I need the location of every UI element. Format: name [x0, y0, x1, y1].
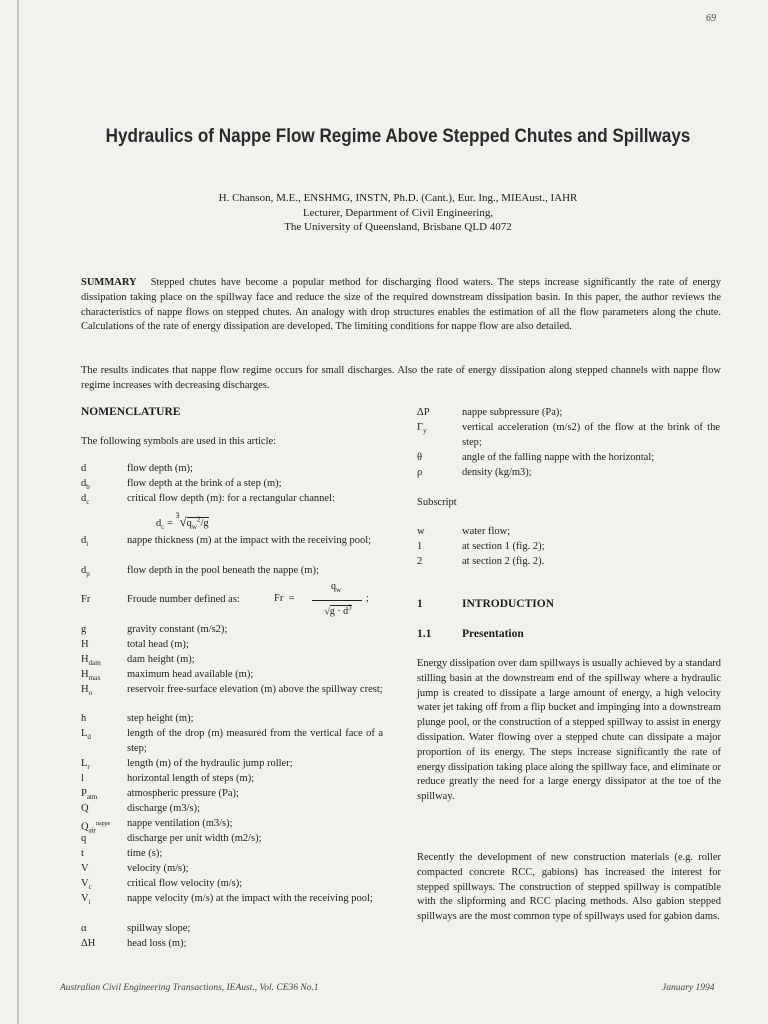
- intro-paragraph-2: Recently the development of new construction materials (e.g. roller compacted concrete RCC, gabions) has increased the interest for stepped spillways. The construction of stepped spillway is compatible with the slipforming and RCC placing methods. Also gabion stepped spillways are the most common type of spillways used for gabion dams.: [417, 852, 721, 923]
- journal-footer: Australian Civil Engineering Transactions, IEAust., Vol. CE36 No.1: [60, 983, 319, 993]
- summary-text: Stepped chutes have become a popular method for discharging flood waters. The steps increase significantly the rate of energy dissipation taking place on the spillway face and reduce the size of the required downstream dissipation basin. In this paper, the author reviews the characteristics of nappe flows on stepped chutes. An analogy with drop structures enables the estimation of all the flow parameters along the chute. Calculations of the rate of energy dissipation are developed. The limiting conditions for nappe flow are also detailed.: [81, 277, 721, 333]
- author-block: [60, 191, 736, 235]
- subsection-heading: Presentation: [462, 628, 524, 640]
- summary-label: SUMMARY: [81, 277, 137, 288]
- nomenclature-heading: NOMENCLATURE: [81, 406, 181, 418]
- froude-equation-lhs: Fr =: [274, 593, 295, 604]
- paper-page: 69 Hydraulics of Nappe Flow Regime Above Stepped Chutes and Spillways H. Chanson, M.E., ENSHMG, INSTN, Ph.D. (Cant.), Eur. Ing., MIEAust., IAHR Lecturer, Department of Civil Engineering, The University of Queensland, Brisbane QLD 4072 SUMMARY Stepped chutes have become a popular method for discharging flood waters. The steps increase significantly the rate of energy dissipation taking place on the spillway face and reduce the size of the required downstream dissipation basin. In this paper, the author reviews the characteristics of nappe flows on stepped chutes. An analogy with drop structures enables the estimation of all the flow parameters along the chute. Calculations of the rate of energy dissipation are developed. The limiting conditions for nappe flow are also detailed. The results indicates that nappe flow regime occurs for small discharges. Also the rate of energy dissipation along stepped channels with nappe flow regime increases with decreasing discharges. NOMENCLATURE The following symbols are used in this article: d flow depth (m); $d_b$ flow depth at the brink of a step (m); $d_c$ critical flow depth (m): for a rectangular channel: $d_c = ^3√q_w^2/g$ $d_i$ nappe thickness (m) at the impact with the receiving pool; $d_p$ flow depth in the pool beneath the nappe (m); Fr Froude number defined as: Fr = $q_w$ $√g \cdot d^3$ ; g gravity constant (m/s2); H total head (m); $H_{dam}$ dam height (m); $H_{max}$ maximum head available (m); $H_o$ reservoir free-surface elevation (m) above the spillway crest; h step height (m); $L_d$ length of the drop (m) measured from the vertical face of a step; $L_r$ length (m) of the hydraulic jump roller; l horizontal length of steps (m); $P_{atm}$ atmospheric pressure (Pa); Q discharge (m3/s); $Q_{air}^{nappe}$ nappe ventilation (m3/s); q discharge per unit width (m2/s); t time (s); V velocity (m/s); $V_c$ critical flow velocity (m/s); $V_i$ nappe velocity (m/s) at the impact with the receiving pool; α spillway slope; ΔH head loss (m); ΔP nappe subpressure (Pa); $\Gamma_y$ vertical acceleration (m/s2) of the flow at the brink of the step; θ angle of the falling nappe with the horizontal; ρ density (kg/m3); Subscript w water flow; 1 at section 1 (fig. 2); 2 at section 2 (fig. 2). 1 INTRODUCTION 1.1 Presentation Energy dissipation over dam spillways is usually achieved by a standard stilling basin at the downstream end of the spillway where a hydraulic jump is created to dissipate a large amount of energy, a high velocity water jet taking off from a flip bucket and impinging into a downstream plunge pool, or the construction of a stepped spillway to assist in energy dissipation. Water flowing over a stepped chute can dissipate a major proportion of its energy. The steps increase significantly the rate of energy dissipation taking place along the spillway face, and eliminate or reduce greatly the need for a large energy dissipator at the toe of the spillway. Recently the development of new construction materials (e.g. roller compacted concrete RCC, gabions) has increased the interest for stepped spillways. The construction of stepped spillway is compatible with the slipforming and RCC placing methods. Also gabion stepped spillways are the most common type of spillways used for gabion dams. Australian Civil Engineering Transactions, IEAust., Vol. CE36 No.1 January 1994: [0, 0, 768, 1024]
- paper-title: Hydraulics of Nappe Flow Regime Above Stepped Chutes and Spillways: [105, 126, 691, 147]
- results-paragraph: The results indicates that nappe flow regime occurs for small discharges. Also the rate of energy dissipation along stepped channels with nappe flow regime increases with decreasing discharges.: [81, 365, 721, 391]
- page-number: 69: [706, 13, 716, 24]
- subscript-heading: Subscript: [417, 497, 457, 508]
- date-footer: January 1994: [662, 983, 715, 993]
- subsection-number: 1.1: [417, 628, 432, 640]
- froude-denominator: $√g \cdot d^3$: [324, 604, 352, 618]
- affiliation-line: Lecturer, Department of Civil Engineering,: [302, 206, 494, 219]
- fraction-bar: [312, 600, 362, 601]
- froude-numerator: $q_w$: [330, 581, 342, 594]
- nomenclature-intro: The following symbols are used in this article:: [81, 436, 277, 447]
- intro-paragraph-1: Energy dissipation over dam spillways is usually achieved by a standard stilling basin at the downstream end of the spillway where a hydraulic jump is created to dissipate a large amount of energy, a high velocity water jet taking off from a flip bucket and impinging into a downstream plunge pool, or the construction of a stepped spillway to assist in energy dissipation. Water flowing over a stepped chute can dissipate a major proportion of its energy. The steps increase significantly the rate of energy dissipation taking place along the spillway face, and eliminate or reduce greatly the need for a large energy dissipator at the toe of the spillway.: [417, 658, 721, 803]
- summary-paragraph: [81, 276, 721, 335]
- address-line: The University of Queensland, Brisbane QLD 4072: [284, 221, 512, 233]
- equation-semicolon: ;: [366, 593, 369, 604]
- author-line: H. Chanson, M.E., ENSHMG, INSTN, Ph.D. (Cant.), Eur. Ing., MIEAust., IAHR: [218, 192, 578, 204]
- critical-depth-equation: $d_c = ^3√q_w^2/g$: [156, 511, 209, 532]
- page-edge-shadow: [17, 0, 19, 1024]
- section-number: 1: [417, 598, 423, 610]
- section-heading: INTRODUCTION: [462, 598, 555, 610]
